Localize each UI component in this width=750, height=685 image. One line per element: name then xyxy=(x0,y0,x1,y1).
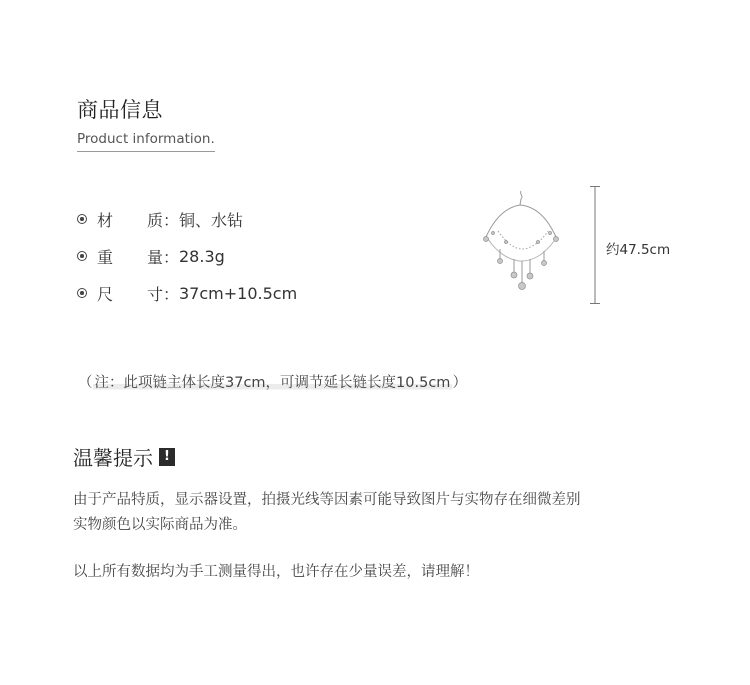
section-title: 商品信息 xyxy=(77,98,163,122)
tips-title xyxy=(73,442,175,471)
spec-label-second: 质： xyxy=(146,210,179,230)
spec-value: 28.3g xyxy=(179,246,225,266)
spec-label-second: 量： xyxy=(146,247,179,267)
tips-title-text: 温馨提示 xyxy=(73,446,153,470)
spec-label xyxy=(97,245,179,268)
spec-value: 铜、水钻 xyxy=(179,210,244,230)
spec-label-first: 材 xyxy=(97,210,114,230)
exclamation-icon: ! xyxy=(159,448,175,466)
spec-row-size xyxy=(77,282,297,304)
spec-label xyxy=(97,282,179,305)
spec-label xyxy=(97,208,179,231)
note-close-paren: ） xyxy=(452,375,467,391)
tips-paragraph-2: 以上所有数据均为手工测量得出，也许存在少量误差，请理解！ xyxy=(73,564,479,580)
spec-label-first: 尺 xyxy=(97,284,114,304)
spec-row-weight xyxy=(77,245,225,267)
bullet-icon xyxy=(77,288,87,298)
section-subtitle: Product information. xyxy=(77,131,215,152)
note-text: 注：此项链主体长度37cm，可调节延长链长度10.5cm xyxy=(94,375,451,391)
tips-paragraph-1 xyxy=(73,488,673,538)
spec-value: 37cm+10.5cm xyxy=(179,283,298,303)
spec-row-material xyxy=(77,208,243,230)
tips-paragraph-1-line-1: 由于产品特质，显示器设置，拍摄光线等因素可能导致图片与实物存在细微差别 xyxy=(73,492,581,508)
bullet-icon xyxy=(77,214,87,224)
dimension-indicator xyxy=(588,186,602,304)
spec-label-second: 寸： xyxy=(146,284,179,304)
dimension-label: 约47.5cm xyxy=(606,242,671,258)
spec-label-first: 重 xyxy=(97,247,114,267)
bullet-icon xyxy=(77,251,87,261)
size-note xyxy=(78,371,467,392)
note-open-paren: （ xyxy=(78,375,93,391)
necklace-image xyxy=(478,187,568,302)
tips-paragraph-1-line-2: 实物颜色以实际商品为准。 xyxy=(73,517,247,533)
